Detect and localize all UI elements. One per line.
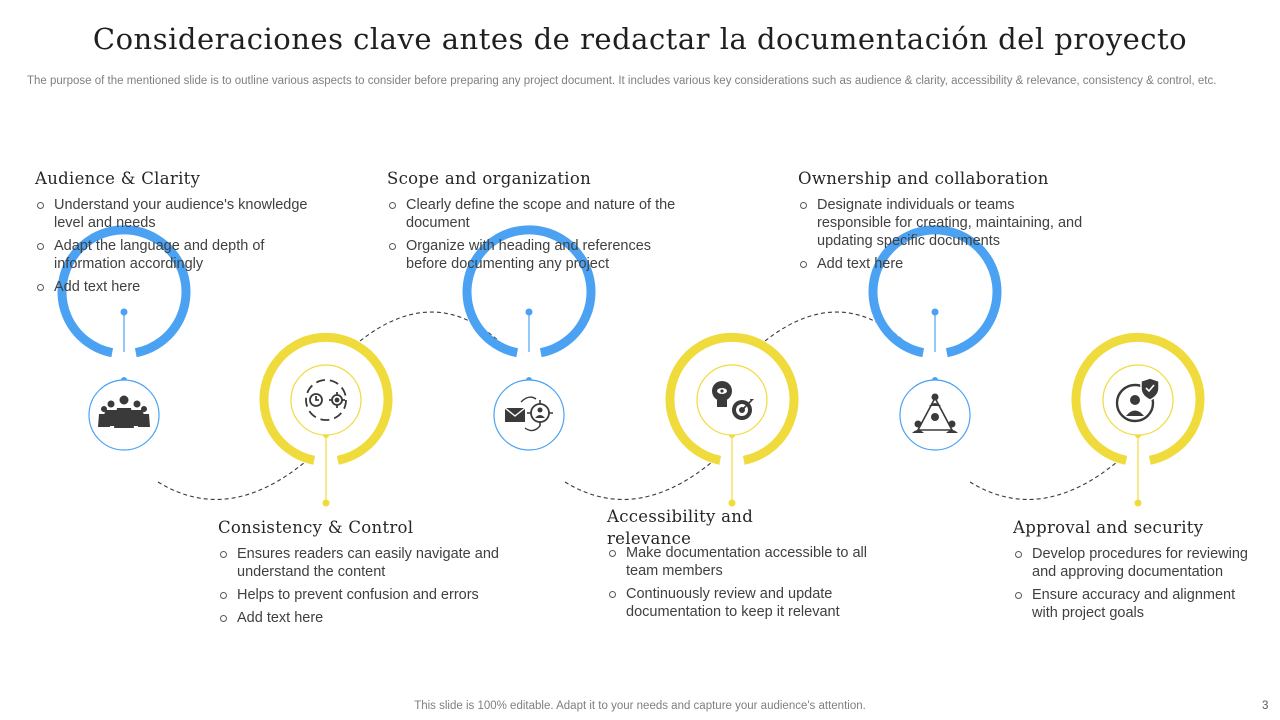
step-6-node [1076,337,1200,506]
bullet-item: Organize with heading and references before documenting any project [387,237,687,273]
step-4-bullets [607,544,892,621]
bullet-item: Designate individuals or teams responsible for creating, maintaining, and updating specific documents [798,196,1088,250]
connector-5-6 [970,462,1117,499]
slide-subtitle: The purpose of the mentioned slide is to outline various aspects to consider before preparing any project document. It includes various key considerations such as audience & clarity, accessibility & relevance, consistency & control, etc. [27,75,1217,87]
step-1-bullets [35,196,335,296]
bullet-item: Adapt the language and depth of information accordingly [35,237,335,273]
step-3-heading: Scope and organization [387,169,592,188]
step-4-heading: Accessibility and relevance [607,507,754,548]
step-3-block [387,168,687,278]
bullet-item: Ensures readers can easily navigate and understand the content [218,545,528,581]
slide-title: Consideraciones clave antes de redactar la documentación del proyecto [92,22,1188,56]
connector-3-4 [565,462,712,499]
bullet-item: Develop procedures for reviewing and approving documentation [1013,545,1258,581]
step-4-node [670,337,794,506]
bullet-item: Understand your audience's knowledge level and needs [35,196,335,232]
step-4-block [607,506,892,626]
slide-footer: This slide is 100% editable. Adapt it to your needs and capture your audience's attention. [414,700,866,712]
step-5-heading: Ownership and collaboration [798,169,1049,188]
bullet-item: Ensure accuracy and alignment with project goals [1013,586,1258,622]
step-2-block [218,517,528,632]
step-1-heading: Audience & Clarity [35,169,201,188]
step-6-bullets [1013,545,1258,622]
bullet-item: Continuously review and update documentation to keep it relevant [607,585,892,621]
step-6-block [1013,517,1258,627]
bullet-item: Clearly define the scope and nature of the document [387,196,687,232]
connector-1-2 [158,462,305,499]
step-2-node [264,337,388,506]
step-3-bullets [387,196,687,273]
bullet-item: Helps to prevent confusion and errors [218,586,528,604]
page-number: 3 [1262,700,1269,712]
bullet-item: Add text here [218,609,528,627]
bullet-item: Add text here [35,278,335,296]
bullet-item: Add text here [798,255,1088,273]
bullet-item: Make documentation accessible to all team members [607,544,892,580]
step-5-bullets [798,196,1088,273]
step-6-heading: Approval and security [1013,518,1204,537]
step-2-heading: Consistency & Control [218,518,414,537]
step-2-bullets [218,545,528,627]
step-1-block [35,168,335,301]
step-5-block [798,168,1088,278]
